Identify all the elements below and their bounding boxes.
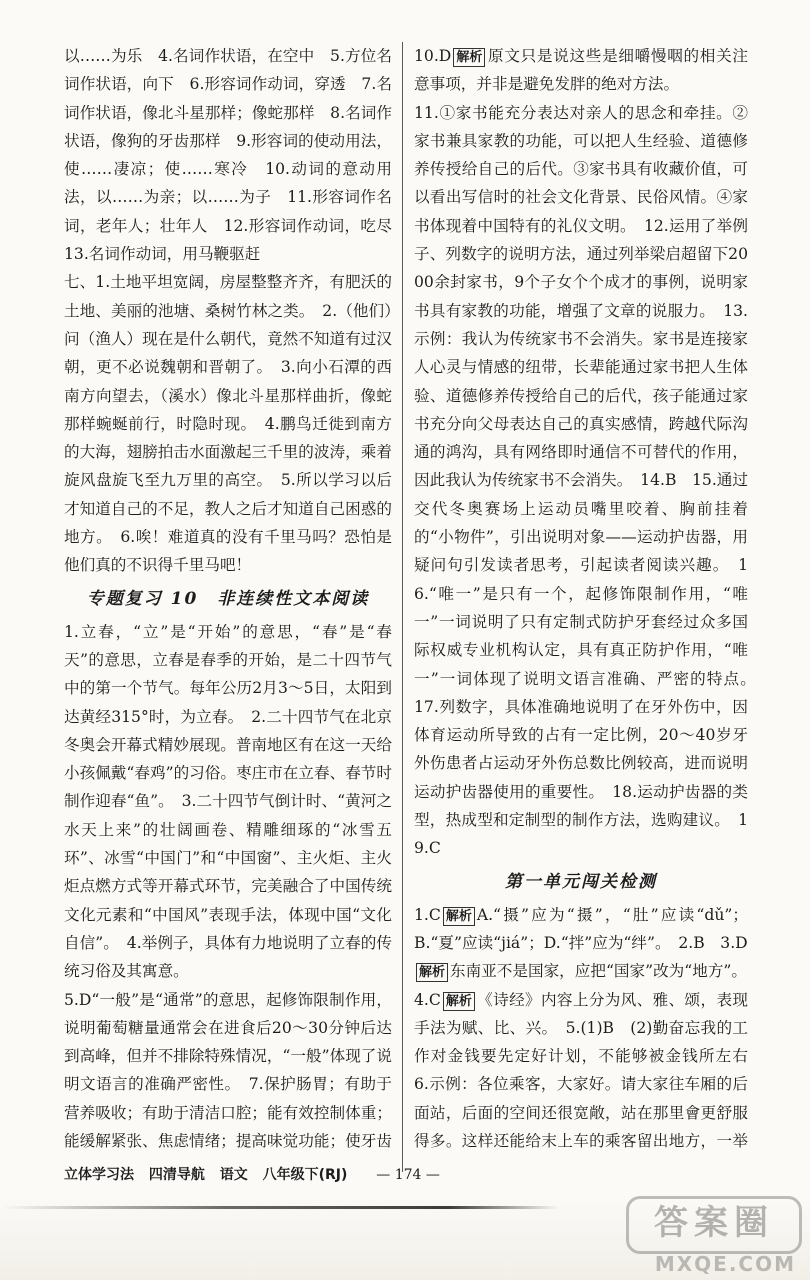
unit-q4-answer: 4.C bbox=[414, 990, 441, 1009]
answer-block-unit-q4 bbox=[414, 986, 748, 1158]
section-title-unit-1-test: 第一单元闯关检测 bbox=[505, 871, 657, 892]
answer-block-classical-usage: 以……为乐 4.名词作状语，在空中 5.方位名词作状语，向下 6.形容词作动词，穿透 7.名词作状语，像北斗星那样；像蛇那样 8.名词作状语，像狗的牙齿那样 9.形容词的使动用法，使……凄凉；使……寒冷 10.动词的意动用法，以……为亲；以……为子 11.形容词作名词，老年人；壮年人 12.形容词作动词，吃尽 13.名词作动词，用马鞭驱赶 bbox=[64, 47, 392, 264]
analysis-tag: 解析 bbox=[443, 992, 475, 1011]
q10-analysis: 原文只是说这些是细嚼慢咽的相关注意事项，并非是避免发胖的绝对方法。 bbox=[414, 47, 748, 94]
analysis-tag: 解析 bbox=[416, 963, 448, 982]
watermark-logo bbox=[626, 1196, 796, 1276]
watermark-text: 答案圈 bbox=[626, 1196, 802, 1254]
answer-block-family-letters: 11.①家书能充分表达对亲人的思念和牵挂。②家书兼具家教的功能，可以把人生经验、道德修养传授给自己的后代。③家书具有收藏价值，可以看出写信时的社会文化背景、民俗风情。④家书体现着中国特有的礼仪文明。 12.运用了举例子、列数字的说明方法，通过列举梁启超留下2000余封家书，9个子女个个成才的事例，说明家书具有家教的功能，增强了文章的说服力。 13.示例：我认为传统家书不会消失。家书是连接家人心灵与情感的纽带，长辈能通过家书把人生体验、道德修养传授给自己的后代，孩子能通过家书充分向父母表达自己的真实感情，跨越代际沟通的鸿沟，具有网络即时通信不可替代的作用，因此我认为传统家书不会消失。 14.B 15.通过交代冬奥赛场上运动员嘴里咬着、胸前挂着的“小物件”，引出说明对象——运动护齿器，用疑问句引发读者思考，引起读者阅读兴趣。 16.“唯一”是只有一个，起修饰限制作用，“唯一”一词说明了只有定制式防护牙套经过众多国际权威专业机构认定，具有真正防护作用，“唯一”一词体现了说明文语言准确、严密的特点。 17.列数字，具体准确地说明了在牙外伤中，因体育运动所导致的占有一定比例，20～40岁牙外伤患者占运动牙外伤总数比例较高，进而说明运动护齿器使用的重要性。 18.运动护齿器的类型，热成型和定制型的制作方法，选购建议。 19.C bbox=[414, 103, 748, 858]
left-column bbox=[64, 42, 392, 1157]
answer-block-unit-q1 bbox=[414, 901, 748, 958]
q10-answer: 10.D bbox=[414, 47, 452, 65]
analysis-tag: 解析 bbox=[453, 48, 485, 67]
column-divider bbox=[402, 42, 403, 1172]
footer-series: 立体学习法 bbox=[64, 1167, 134, 1183]
analysis-tag: 解析 bbox=[443, 907, 475, 926]
answer-block-lichun: 1.立春，“立”是“开始”的意思，“春”是“春天”的意思，立春是春季的开始，是二十四节气中的第一个节气。每年公历2月3～5日，太阳到达黄经315°时，为立春。 2.二十四节气在北京冬奥会开幕式精妙展现。普南地区有在这一天给小孩佩戴“春鸡”的习俗。枣庄市在立春、春节时制作迎春“鱼”。 3.二十四节气倒计时、“黄河之水天上来”的壮阔画卷、精雕细琢的“冰雪五环”、冰雪“中国门”和“中国窗”、主火炬、主火炬点燃方式等开幕式环节，完美融合了中国传统文化元素和“中国风”表现手法，体现中国“文化自信”。 4.举例子，具体有力地说明了立春的传统习俗及其寓意。 bbox=[64, 622, 392, 981]
page-edge-shadow bbox=[0, 1206, 560, 1209]
answer-block-translation: 七、1.土地平坦宽阔，房屋整整齐齐，有肥沃的土地、美丽的池塘、桑树竹林之类。 2.（他们）问（渔人）现在是什么朝代，竟然不知道有过汉朝，更不必说魏朝和晋朝了。 3.向小石潭的西南方向望去，（溪水）像北斗星那样曲折，像蛇那样蜿蜒前行，时隐时现。 4.鹏鸟迁徙到南方的大海，翅膀拍击水面激起三千里的波涛，乘着旋风盘旋飞至九万里的高空。 5.所以学习以后才知道自己的不足，教人之后才知道自己困惑的地方。 6.唉！难道真的没有千里马吗？恐怕是他们真的不识得千里马吧！ bbox=[64, 273, 392, 575]
right-column bbox=[414, 42, 748, 1157]
answer-block-chewing: 5.D“一般”是“通常”的意思，起修饰限制作用，说明葡萄糖量通常会在进食后20～30分钟后达到高峰，但并不排除特殊情况，“一般”体现了说明文语言的准确严密性。 7.保护肠胃；有助于营养吸收；有助于清洁口腔；能有效控制体重；能缓解紧张、焦虑情绪；提高味觉功能；使牙齿 bbox=[64, 990, 392, 1150]
unit-q1-answer: 1.C bbox=[414, 905, 441, 924]
unit-q1-analysis: A.“摄”应为“摄”，“肚”应读“dǔ”；B.“夏”应读“jiá”；D.“拌”应为“绊”。 2.B 3.D bbox=[414, 905, 748, 952]
page-number: — 174 — bbox=[376, 1167, 440, 1183]
unit-q3-analysis: 东南亚不是国家，应把“国家”改为“地方”。 bbox=[450, 962, 747, 981]
unit-q4-analysis: 《诗经》内容上分为风、雅、颂，表现手法为赋、比、兴。 5.(1)B (2)勤奋忘我的工作对金钱要先定好计划，不能够被金钱所左右 6.示例：各位乘客，大家好。请大家往车厢的后面站，后面的空间还很宽敞，站在那里會更舒服得多。这样还能给末上车的乘客留出地方，一举 bbox=[414, 990, 748, 1150]
footer-subject: 语文 bbox=[219, 1167, 248, 1183]
page-footer bbox=[64, 1163, 744, 1187]
footer-guide: 四清导航 bbox=[148, 1167, 205, 1183]
footer-grade: 八年级下(RJ) bbox=[262, 1167, 348, 1183]
answer-block-q10 bbox=[414, 42, 748, 99]
section-title-review-10: 专题复习 10 非连续性文本阅读 bbox=[86, 588, 370, 609]
watermark-url: MXQE.COM bbox=[654, 1252, 796, 1276]
answer-block-unit-q3-analysis bbox=[414, 957, 748, 985]
